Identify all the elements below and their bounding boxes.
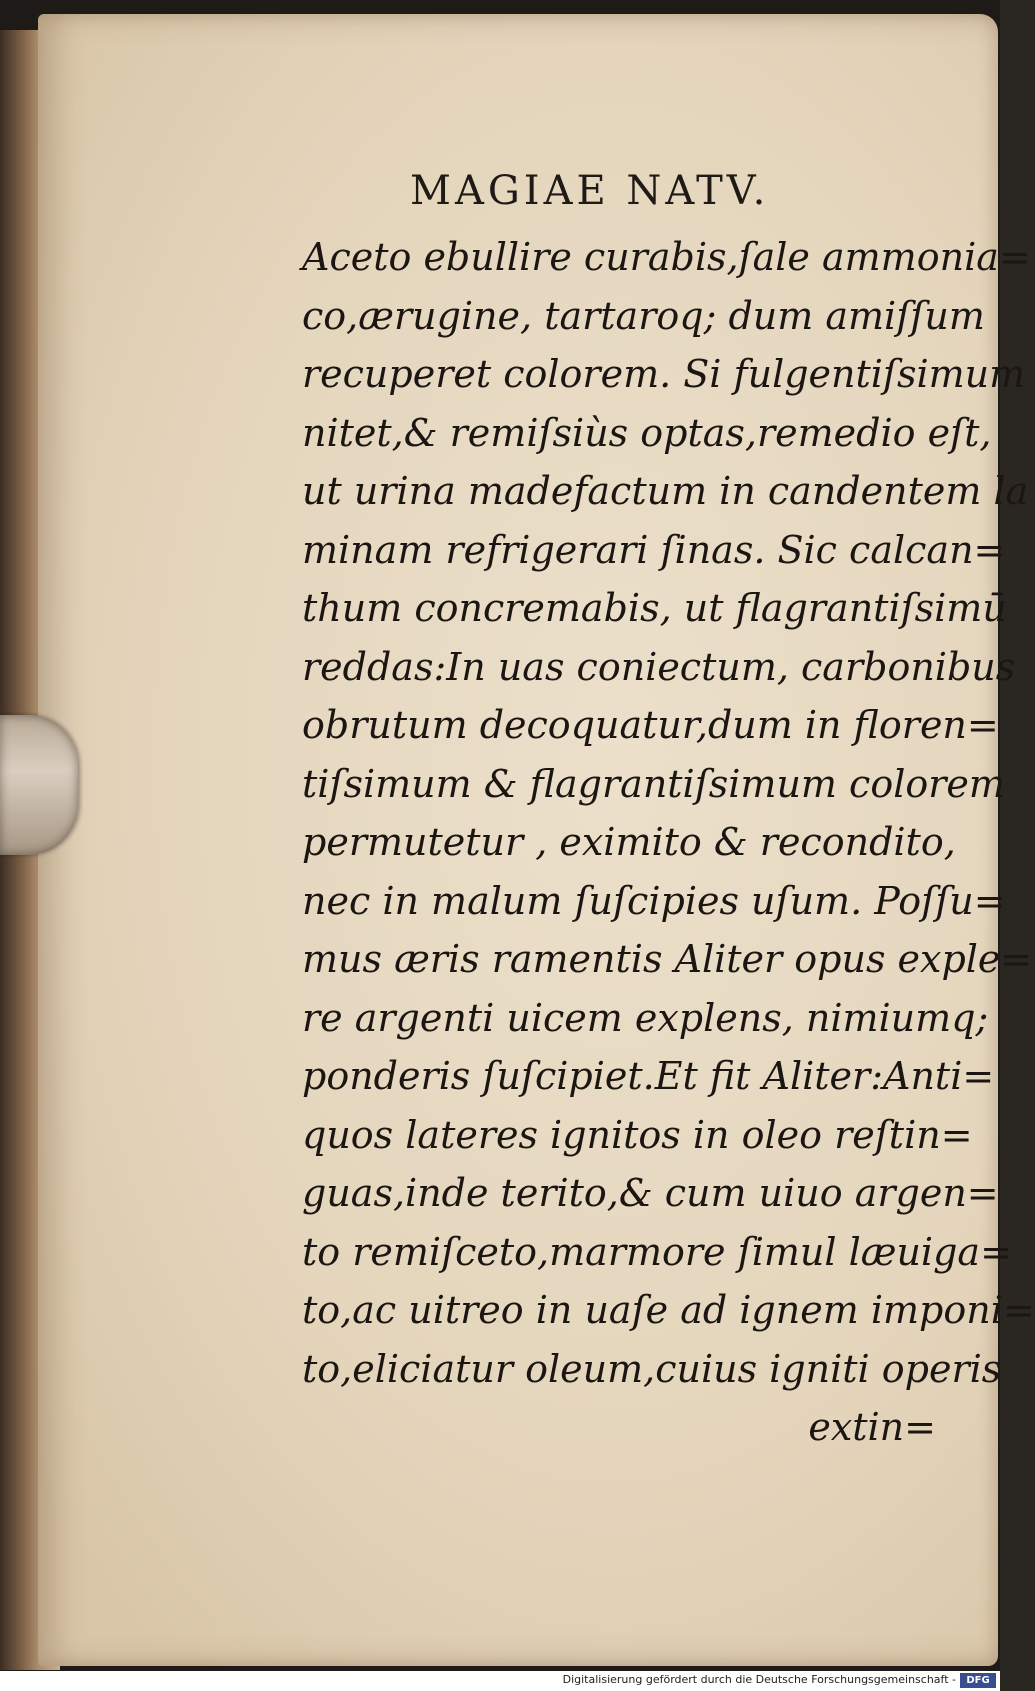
text-line: ponderis ſuſcipiet.Et fit Aliter:Anti= (302, 1054, 995, 1098)
text-line: permutetur , eximito & recondito, (302, 820, 956, 864)
dfg-logo: DFG (960, 1673, 996, 1688)
text-line: re argenti uicem explens, nimiumq; (302, 995, 989, 1040)
text-line: reddas:In uas coniectum, carbonibus (302, 644, 1016, 689)
running-head: MAGIAE NATV. (410, 168, 770, 214)
text-line: obrutum decoquatur,dum in floren= (302, 703, 999, 747)
text-line: Aceto ebullire curabis,ſale ammonia= (302, 235, 1031, 279)
text-line: guas,inde terito,& cum uiuo argen= (302, 1171, 999, 1215)
book-clasp (0, 715, 78, 855)
text-line: thum concremabis, ut flagrantiſsimū (302, 586, 1007, 630)
text-line: mus æris ramentis Aliter opus exple= (302, 937, 1033, 981)
text-line: quos lateres ignitos in oleo reſtin= (302, 1112, 973, 1157)
text-line: ut urina madefactum in candentem la (302, 469, 1029, 513)
footer-bar (0, 1671, 1000, 1691)
text-line: to,ac uitreo in uaſe ad ignem imponi= (302, 1288, 1035, 1332)
text-line: minam refrigerari ſinas. Sic calcan= (302, 527, 1006, 572)
text-block (302, 228, 1035, 1457)
text-line: tiſsimum & flagrantiſsimum colorem (302, 761, 1005, 806)
text-line: nitet,& remiſsiùs optas,remedio eſt, (302, 410, 992, 455)
text-line: recuperet colorem. Si fulgentiſsimum (302, 352, 1026, 396)
footer-credit: Digitalisierung gefördert durch die Deutsche Forschungsgemeinschaft - (562, 1673, 956, 1686)
text-line: co,ærugine, tartaroq; dum amiſſum (302, 293, 985, 338)
text-line: nec in malum ſuſcipies uſum. Poſſu= (302, 878, 1006, 923)
text-line: to remiſceto,marmore ſimul læuiga= (302, 1229, 1012, 1274)
text-line: to,eliciatur oleum,cuius igniti operis (302, 1346, 1002, 1391)
catchword: extin= (808, 1405, 936, 1449)
